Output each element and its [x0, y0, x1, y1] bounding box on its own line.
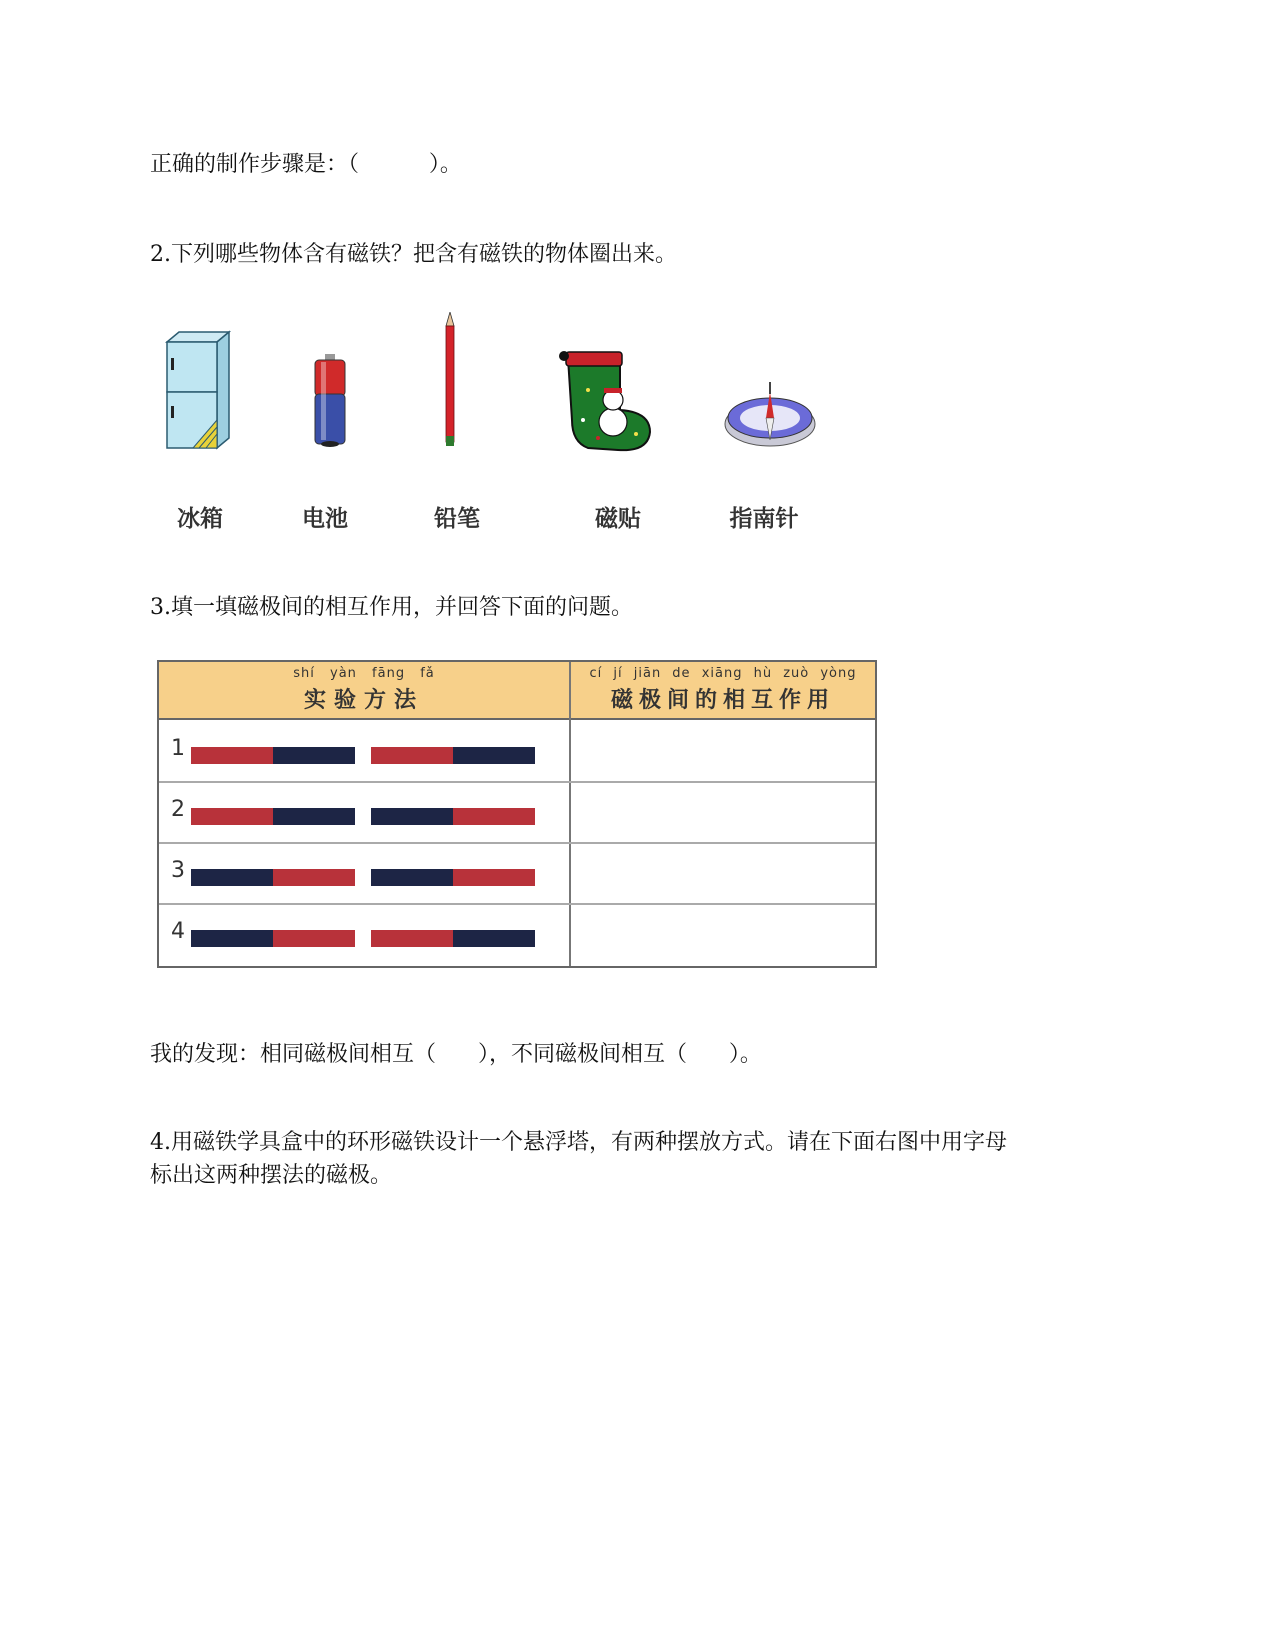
magnet-pole — [273, 930, 355, 947]
pencil-icon — [440, 312, 460, 452]
magnet-pole — [371, 747, 453, 764]
object-label-magnet-sticker: 磁贴 — [595, 506, 641, 532]
header-interaction-text: 磁极间的相互作用 — [610, 688, 835, 713]
object-label-pencil: 铅笔 — [434, 506, 480, 532]
compass-icon — [722, 378, 818, 452]
table-row — [159, 720, 875, 783]
table-row — [159, 903, 875, 964]
magnet-pole — [191, 930, 273, 947]
magnet-pole — [371, 930, 453, 947]
header-experiment-pinyin: shí yàn fāng fǎ — [293, 666, 435, 681]
table-row — [159, 781, 875, 844]
refrigerator-icon — [165, 330, 235, 460]
magnet-sticker-icon — [558, 350, 658, 455]
header-experiment-method — [159, 662, 569, 718]
row-number: 2 — [171, 797, 185, 822]
bar-magnet-left — [191, 808, 355, 825]
bar-magnet-left — [191, 930, 355, 947]
q1-answer-line: 正确的制作步骤是：（ ）。 — [150, 152, 462, 177]
row-number: 1 — [171, 736, 185, 761]
magnet-pole — [371, 808, 453, 825]
magnet-pole — [371, 869, 453, 886]
row-number: 4 — [171, 919, 185, 944]
magnet-pole — [191, 747, 273, 764]
bar-magnet-left — [191, 747, 355, 764]
bar-magnet-right — [371, 869, 535, 886]
header-experiment-text: 实验方法 — [303, 688, 424, 713]
row-number: 3 — [171, 858, 185, 883]
bar-magnet-right — [371, 930, 535, 947]
bar-magnet-right — [371, 747, 535, 764]
magnet-interaction-table — [157, 660, 877, 968]
table-row — [159, 842, 875, 905]
bar-magnet-left — [191, 869, 355, 886]
header-interaction-pinyin: cí jí jiān de xiāng hù zuò yòng — [589, 666, 857, 681]
object-label-refrigerator: 冰箱 — [177, 506, 223, 532]
q3-prompt: 3.填一填磁极间的相互作用，并回答下面的问题。 — [150, 595, 633, 620]
q2-prompt: 2.下列哪些物体含有磁铁？把含有磁铁的物体圈出来。 — [150, 242, 677, 267]
battery-icon — [310, 352, 350, 452]
header-interaction — [571, 662, 875, 718]
magnet-pole — [273, 808, 355, 825]
object-label-battery: 电池 — [302, 506, 348, 532]
bar-magnet-right — [371, 808, 535, 825]
magnet-pole — [273, 869, 355, 886]
magnet-pole — [453, 869, 535, 886]
magnet-pole — [273, 747, 355, 764]
object-label-compass: 指南针 — [729, 506, 799, 532]
magnet-pole — [453, 808, 535, 825]
q4-prompt-line1: 4.用磁铁学具盒中的环形磁铁设计一个悬浮塔，有两种摆放方式。请在下面右图中用字母 — [150, 1130, 1007, 1155]
q3-finding: 我的发现：相同磁极间相互（ ），不同磁极间相互（ ）。 — [150, 1042, 762, 1067]
table-header — [159, 662, 875, 720]
magnet-pole — [453, 747, 535, 764]
magnet-pole — [453, 930, 535, 947]
magnet-pole — [191, 808, 273, 825]
q4-prompt-line2: 标出这两种摆法的磁极。 — [150, 1163, 393, 1188]
magnet-pole — [191, 869, 273, 886]
